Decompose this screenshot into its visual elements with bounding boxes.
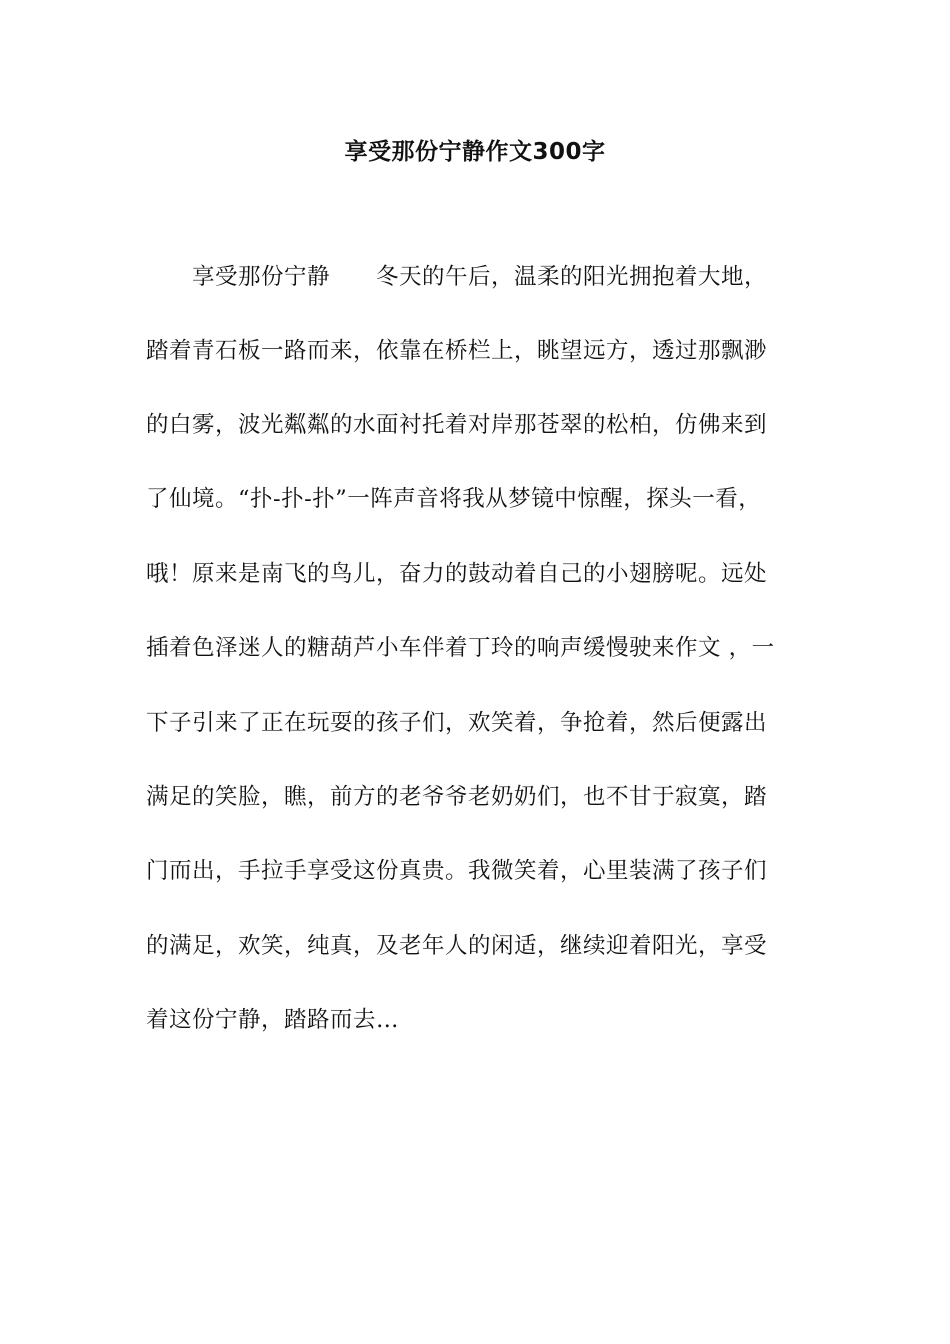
essay-line: 下子引来了正在玩耍的孩子们，欢笑着，争抢着，然后便露出 (146, 710, 768, 736)
essay-line: 着这份宁静，踏路而去… (146, 1007, 400, 1033)
essay-line: 满足的笑脸，瞧，前方的老爷爷老奶奶们，也不甘于寂寞，踏 (146, 784, 768, 810)
essay-line: 踏着青石板一路而来，依靠在桥栏上，眺望远方，透过那飘渺 (146, 338, 768, 364)
essay-line: 的满足，欢笑，纯真，及老年人的闲适，继续迎着阳光，享受 (146, 933, 768, 959)
essay-line: 门而出，手拉手享受这份真贵。我微笑着，心里装满了孩子们 (146, 858, 768, 884)
essay-line: 插着色泽迷人的糖葫芦小车伴着丁玲的响声缓慢驶来作文 ，一 (146, 635, 775, 661)
essay-line: 享受那份宁静 冬天的午后，温柔的阳光拥抱着大地， (192, 264, 768, 290)
document-title: 享受那份宁静作文300字 (344, 139, 606, 165)
essay-line: 了仙境。“扑-扑-扑”一阵声音将我从梦镜中惊醒，探头一看， (146, 486, 762, 512)
essay-line: 的白雾，波光粼粼的水面衬托着对岸那苍翠的松柏，仿佛来到 (146, 412, 768, 438)
essay-line: 哦！原来是南飞的鸟儿，奋力的鼓动着自己的小翅膀呢。远处 (146, 561, 768, 587)
